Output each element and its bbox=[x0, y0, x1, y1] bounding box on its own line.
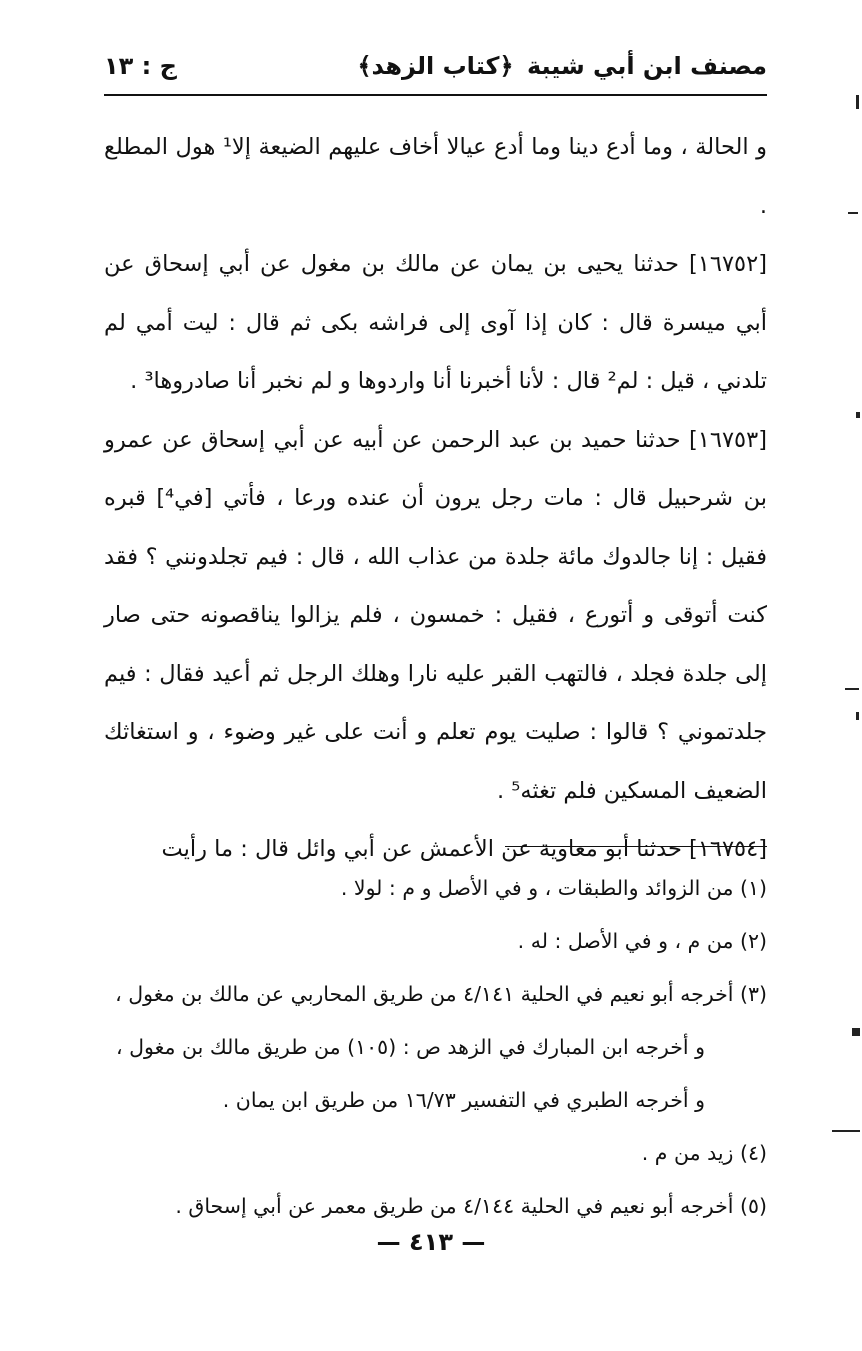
main-text bbox=[104, 118, 767, 879]
chapter-title: ﴿كتاب الزهد﴾ bbox=[357, 52, 514, 80]
book-title: مصنف ابن أبي شيبة bbox=[526, 52, 767, 80]
footnote-3-continued: و أخرجه الطبري في التفسير ١٦/٧٣ من طريق ابن يمان . bbox=[222, 1088, 705, 1112]
footnote-1: (١) من الزوائد والطبقات ، و في الأصل و م : لولا . bbox=[340, 876, 767, 900]
footnotes bbox=[104, 862, 767, 1233]
scan-mark bbox=[845, 688, 859, 690]
scan-mark bbox=[852, 1028, 860, 1036]
volume-number: ج : ١٣ bbox=[104, 52, 177, 80]
footnote-2: (٢) من م ، و في الأصل : له . bbox=[517, 929, 767, 953]
scan-mark bbox=[856, 95, 859, 109]
scan-mark bbox=[848, 212, 858, 214]
hadith-16752: [١٦٧٥٢] حدثنا يحيى بن يمان عن مالك بن مغول عن أبي إسحاق عن أبي ميسرة قال : كان إذا آوى إلى فراشه بكى ثم قال : ليت أمي لم تلدني ، قيل : لم² قال : لأنا أخبرنا أنا واردوها و لم نخبر أنا صادروها³ . bbox=[104, 251, 767, 394]
running-header bbox=[104, 48, 767, 96]
page-number: — ٤١٣ — bbox=[376, 1228, 486, 1256]
footnote-4: (٤) زيد من م . bbox=[641, 1141, 767, 1165]
paragraph-continuation: و الحالة ، وما أدع دينا وما أدع عيالا أخاف عليهم الضيعة إلا¹ هول المطلع . bbox=[104, 134, 767, 219]
scan-mark bbox=[856, 412, 860, 418]
scan-mark bbox=[856, 712, 859, 720]
hadith-16753: [١٦٧٥٣] حدثنا حميد بن عبد الرحمن عن أبيه عن أبي إسحاق عن عمرو بن شرحبيل قال : مات رجل يرون أن عنده ورعا ، فأتي [في⁴] قبره فقيل : إنا جالدوك مائة جلدة من عذاب الله ، قال : فيم تجلدونني ؟ فقد كنت أتوقى و أتورع ، فقيل : خمسون ، فلم يزالوا يناقصونه حتى صار إلى جلدة فجلد ، فالتهب القبر عليه نارا وهلك الرجل ثم أعيد فقال : فيم جلدتموني ؟ قالوا : صليت يوم تعلم و أنت على غير وضوء ، و استغاثك الضعيف المسكين فلم تغثه⁵ . bbox=[104, 426, 767, 804]
footnote-3: (٣) أخرجه أبو نعيم في الحلية ٤/١٤١ من طريق المحاربي عن مالك بن مغول ، bbox=[115, 982, 767, 1006]
hadith-16754: [١٦٧٥٤] حدثنا أبو معاوية عن الأعمش عن أبي وائل قال : ما رأيت bbox=[161, 836, 767, 862]
footnote-5: (٥) أخرجه أبو نعيم في الحلية ٤/١٤٤ من طريق معمر عن أبي إسحاق . bbox=[175, 1194, 767, 1218]
scan-mark bbox=[832, 1130, 860, 1132]
footnote-separator bbox=[505, 846, 767, 847]
footnote-3-continued: و أخرجه ابن المبارك في الزهد ص : (١٠٥) من طريق مالك بن مغول ، bbox=[115, 1035, 705, 1059]
